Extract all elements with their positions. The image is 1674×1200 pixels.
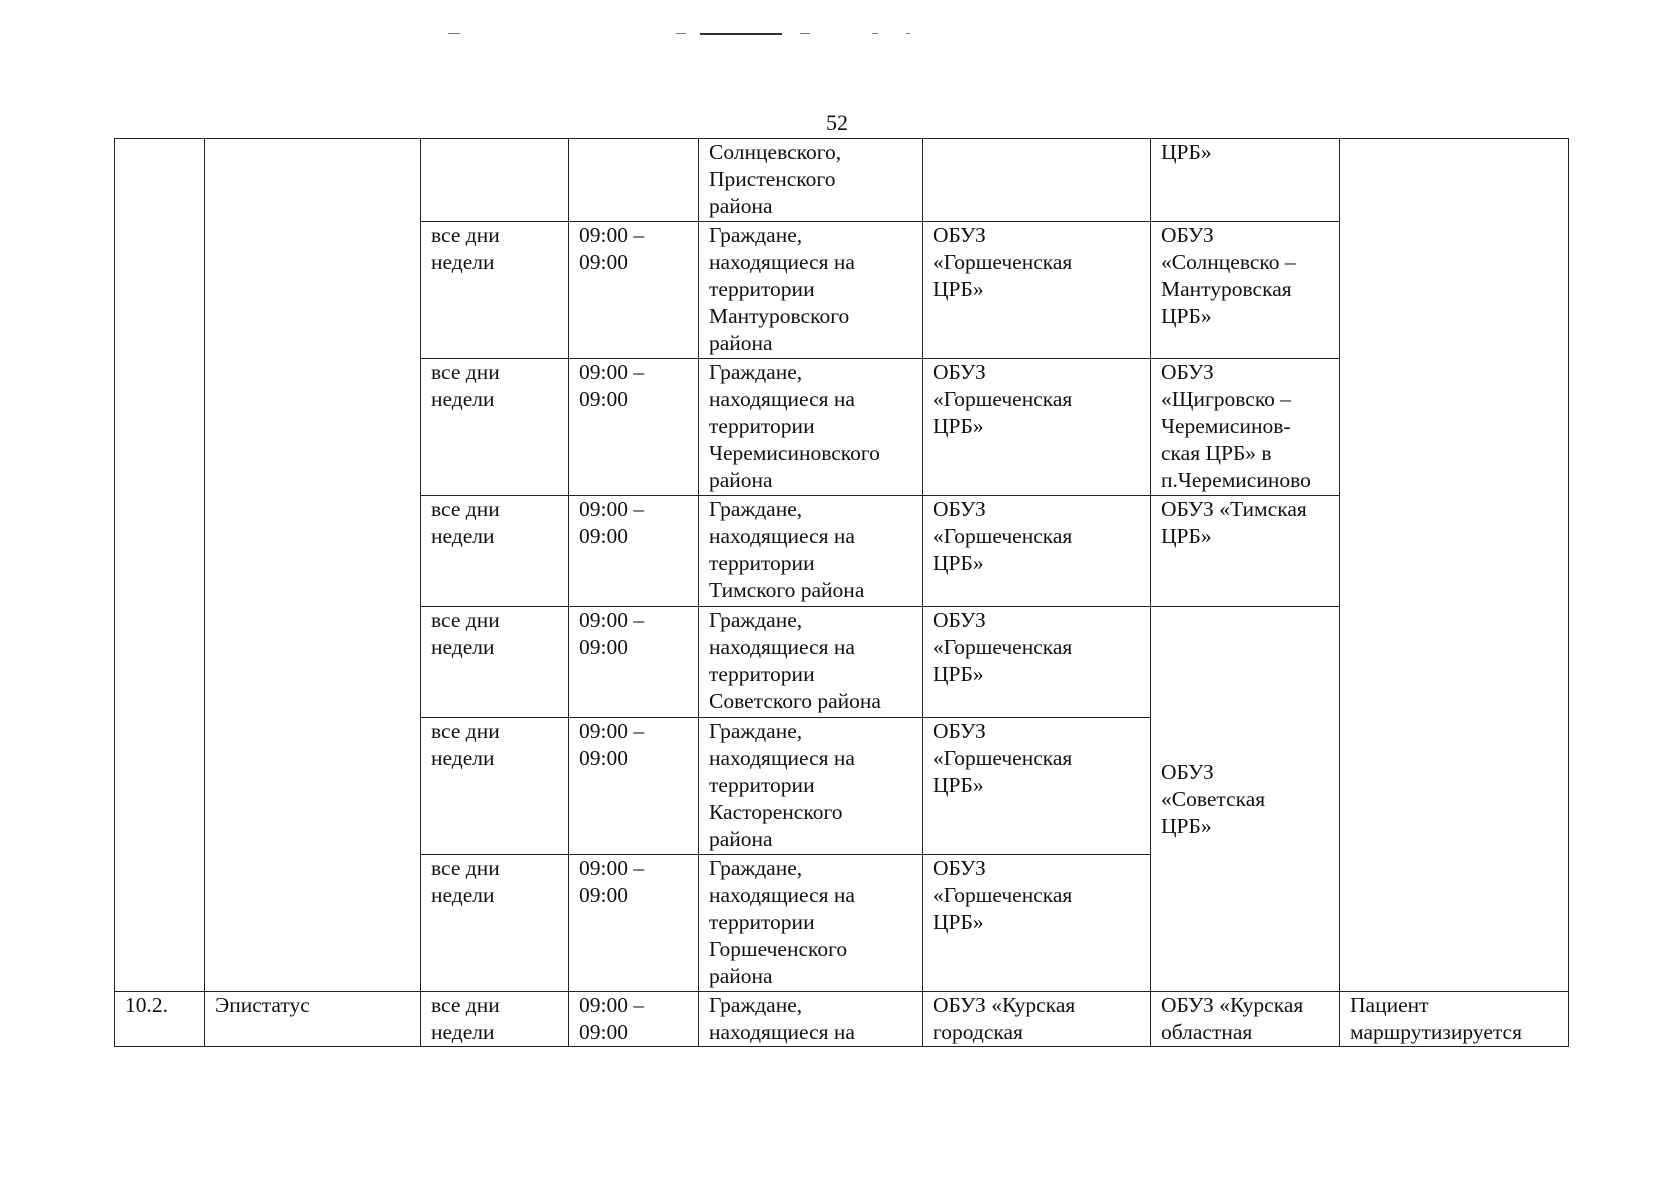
time-cell	[569, 992, 699, 1047]
scan-mark	[448, 33, 460, 34]
org-from-cell	[923, 222, 1151, 359]
time-cell-line: 09:00 –	[579, 993, 645, 1017]
table-row	[115, 139, 1569, 222]
days-cell-line: недели	[431, 387, 495, 411]
time-cell-line: 09:00	[579, 524, 628, 548]
citizens-cell-line: Граждане,	[709, 719, 803, 743]
scan-mark	[906, 33, 910, 34]
table-row	[115, 992, 1569, 1047]
org-to-cell-line: ОБУЗ	[1161, 223, 1214, 247]
days-cell-line: недели	[431, 250, 495, 274]
citizens-cell	[699, 718, 923, 855]
citizens-cell-line: территории	[709, 277, 815, 301]
org-to-cell-line: ОБУЗ «Курская	[1161, 993, 1304, 1017]
org-to-cell-line: областная	[1161, 1020, 1253, 1044]
time-cell-line: 09:00	[579, 883, 628, 907]
org-to-cell	[1151, 222, 1340, 359]
time-cell-line: 09:00 –	[579, 360, 645, 384]
name-cell-line: Эпистатус	[215, 993, 310, 1017]
citizens-cell-line: района	[709, 468, 773, 492]
time-cell-line: 09:00	[579, 746, 628, 770]
citizens-cell	[699, 496, 923, 607]
days-cell-line: недели	[431, 746, 495, 770]
citizens-cell	[699, 222, 923, 359]
citizens-cell	[699, 607, 923, 718]
org-to-cell-line: Черемисинов-	[1161, 414, 1291, 438]
routing-table	[114, 138, 1569, 1047]
org-to-cell-line: ЦРБ»	[1161, 304, 1212, 328]
scan-mark	[700, 33, 782, 35]
citizens-cell-line: района	[709, 964, 773, 988]
citizens-cell	[699, 855, 923, 992]
number-cell	[115, 992, 205, 1047]
citizens-cell-line: Солнцевского,	[709, 140, 842, 164]
org-from-cell-line: ОБУЗ «Курская	[933, 993, 1076, 1017]
org-from-cell	[923, 496, 1151, 607]
citizens-cell-line: района	[709, 827, 773, 851]
org-to-cell	[1151, 139, 1340, 222]
org-from-cell-line: ОБУЗ	[933, 719, 986, 743]
note-cell-line: Пациент	[1350, 993, 1429, 1017]
org-to-cell-line: «Советская	[1161, 786, 1266, 811]
citizens-cell-line: территории	[709, 773, 815, 797]
org-from-cell-line: «Горшеченская	[933, 524, 1073, 548]
number-cell	[115, 139, 205, 992]
citizens-cell-line: находящиеся на	[709, 524, 855, 548]
org-from-cell	[923, 359, 1151, 496]
citizens-cell-line: Мантуровского	[709, 304, 850, 328]
days-cell-line: недели	[431, 635, 495, 659]
citizens-cell-line: территории	[709, 414, 815, 438]
citizens-cell-line: находящиеся на	[709, 250, 855, 274]
org-from-cell	[923, 139, 1151, 222]
org-from-cell-line: ЦРБ»	[933, 773, 984, 797]
days-cell-line: недели	[431, 1020, 495, 1044]
org-from-cell-line: ЦРБ»	[933, 277, 984, 301]
org-to-cell-line: ЦРБ»	[1161, 813, 1212, 838]
number-cell-line: 10.2.	[125, 993, 168, 1017]
citizens-cell-line: Граждане,	[709, 360, 803, 384]
time-cell-line: 09:00 –	[579, 856, 645, 880]
note-cell	[1340, 139, 1569, 992]
citizens-cell-line: территории	[709, 551, 815, 575]
scan-mark	[800, 33, 810, 34]
time-cell-line: 09:00 –	[579, 719, 645, 743]
org-from-cell	[923, 992, 1151, 1047]
citizens-cell-line: территории	[709, 662, 815, 686]
days-cell	[421, 607, 569, 718]
org-to-cell-line: «Щигровско –	[1161, 387, 1292, 411]
time-cell	[569, 496, 699, 607]
org-from-cell-line: городская	[933, 1020, 1023, 1044]
org-from-cell-line: ЦРБ»	[933, 414, 984, 438]
org-from-cell-line: ОБУЗ	[933, 497, 986, 521]
org-from-cell-line: «Горшеченская	[933, 250, 1073, 274]
org-from-cell-line: ОБУЗ	[933, 360, 986, 384]
org-to-cell-line: «Солнцевско –	[1161, 250, 1296, 274]
days-cell	[421, 222, 569, 359]
citizens-cell-line: находящиеся на	[709, 746, 855, 770]
citizens-cell-line: Граждане,	[709, 223, 803, 247]
days-cell-line: недели	[431, 524, 495, 548]
name-cell	[205, 992, 421, 1047]
org-from-cell-line: ЦРБ»	[933, 910, 984, 934]
time-cell-line: 09:00 –	[579, 608, 645, 632]
citizens-cell-line: Касторенского	[709, 800, 843, 824]
org-to-cell-line: ОБУЗ	[1161, 360, 1214, 384]
citizens-cell-line: находящиеся на	[709, 883, 855, 907]
time-cell	[569, 607, 699, 718]
time-cell-line: 09:00	[579, 387, 628, 411]
citizens-cell-line: района	[709, 194, 773, 218]
days-cell-line: все дни	[431, 360, 500, 384]
org-from-cell-line: «Горшеченская	[933, 883, 1073, 907]
citizens-cell-line: находящиеся на	[709, 1020, 855, 1044]
org-to-cell-line: Мантуровская	[1161, 277, 1292, 301]
note-cell	[1340, 992, 1569, 1047]
time-cell-line: 09:00	[579, 250, 628, 274]
org-from-cell-line: «Горшеченская	[933, 635, 1073, 659]
org-from-cell-line: ОБУЗ	[933, 223, 986, 247]
citizens-cell-line: Граждане,	[709, 608, 803, 632]
citizens-cell-line: находящиеся на	[709, 635, 855, 659]
citizens-cell-line: Советского района	[709, 689, 881, 713]
org-to-cell	[1151, 496, 1340, 607]
org-to-cell	[1151, 607, 1340, 992]
days-cell-line: все дни	[431, 993, 500, 1017]
org-to-cell-line: ская ЦРБ» в	[1161, 441, 1272, 465]
org-from-cell-line: ОБУЗ	[933, 856, 986, 880]
time-cell	[569, 718, 699, 855]
org-to-cell-line: п.Черемисиново	[1161, 468, 1311, 492]
days-cell-line: недели	[431, 883, 495, 907]
days-cell	[421, 718, 569, 855]
days-cell-line: все дни	[431, 719, 500, 743]
citizens-cell-line: Горшеченского	[709, 937, 848, 961]
org-from-cell	[923, 855, 1151, 992]
org-to-cell-line: ОБУЗ «Тимская	[1161, 497, 1307, 521]
time-cell-line: 09:00	[579, 1020, 628, 1044]
org-to-cell-line: ОБУЗ	[1161, 759, 1214, 784]
scan-mark	[676, 33, 686, 34]
org-from-cell	[923, 607, 1151, 718]
org-to-cell	[1151, 992, 1340, 1047]
citizens-cell-line: Пристенского	[709, 167, 836, 191]
days-cell	[421, 359, 569, 496]
citizens-cell	[699, 992, 923, 1047]
page-number: 52	[826, 110, 848, 135]
time-cell	[569, 222, 699, 359]
scan-mark	[872, 33, 878, 34]
note-cell-line: маршрутизируется	[1350, 1020, 1522, 1044]
time-cell-line: 09:00	[579, 635, 628, 659]
citizens-cell-line: находящиеся на	[709, 387, 855, 411]
citizens-cell	[699, 359, 923, 496]
org-to-cell-line: ЦРБ»	[1161, 140, 1212, 164]
citizens-cell	[699, 139, 923, 222]
time-cell	[569, 139, 699, 222]
days-cell	[421, 855, 569, 992]
citizens-cell-line: Тимского района	[709, 578, 865, 602]
time-cell-line: 09:00 –	[579, 223, 645, 247]
org-to-cell-line: ЦРБ»	[1161, 524, 1212, 548]
citizens-cell-line: Черемисиновского	[709, 441, 880, 465]
name-cell	[205, 139, 421, 992]
time-cell-line: 09:00 –	[579, 497, 645, 521]
org-from-cell-line: ЦРБ»	[933, 662, 984, 686]
days-cell	[421, 992, 569, 1047]
time-cell	[569, 359, 699, 496]
days-cell-line: все дни	[431, 223, 500, 247]
citizens-cell-line: Граждане,	[709, 993, 803, 1017]
citizens-cell-line: Граждане,	[709, 856, 803, 880]
org-from-cell-line: «Горшеченская	[933, 387, 1073, 411]
citizens-cell-line: территории	[709, 910, 815, 934]
days-cell	[421, 139, 569, 222]
org-from-cell	[923, 718, 1151, 855]
days-cell-line: все дни	[431, 608, 500, 632]
org-from-cell-line: «Горшеченская	[933, 746, 1073, 770]
org-to-cell	[1151, 359, 1340, 496]
days-cell-line: все дни	[431, 497, 500, 521]
days-cell	[421, 496, 569, 607]
days-cell-line: все дни	[431, 856, 500, 880]
citizens-cell-line: Граждане,	[709, 497, 803, 521]
org-from-cell-line: ОБУЗ	[933, 608, 986, 632]
citizens-cell-line: района	[709, 331, 773, 355]
org-from-cell-line: ЦРБ»	[933, 551, 984, 575]
time-cell	[569, 855, 699, 992]
